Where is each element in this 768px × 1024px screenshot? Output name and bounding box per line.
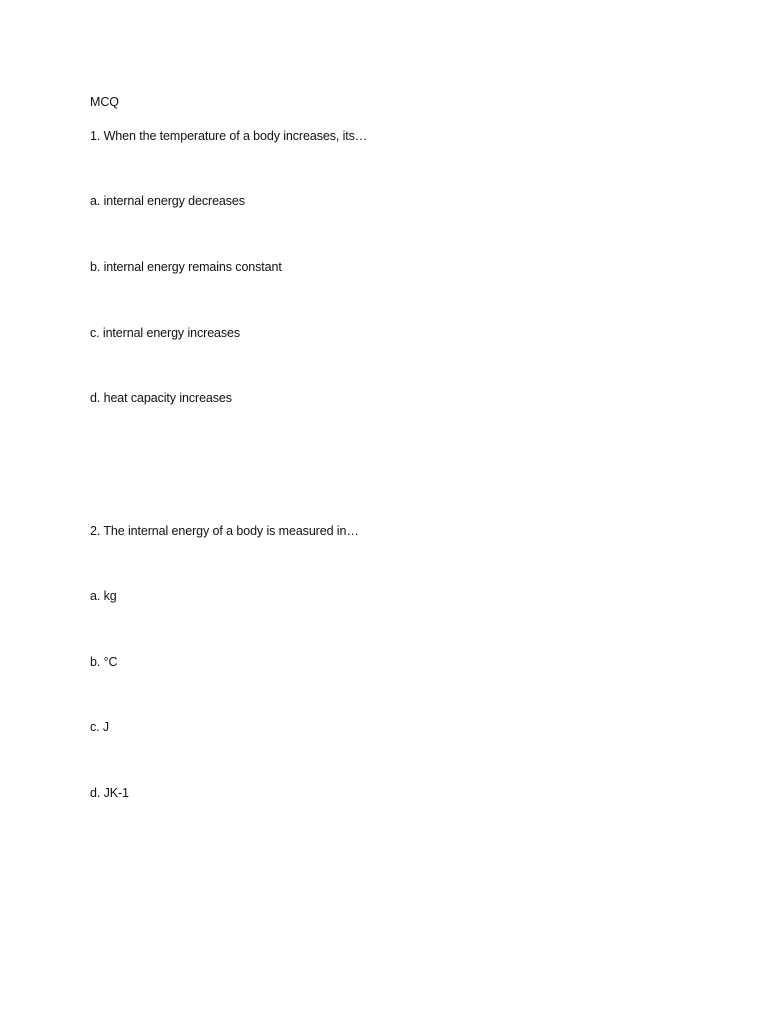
question-2-option-a: a. kg	[90, 589, 117, 603]
question-1-option-a: a. internal energy decreases	[90, 194, 245, 208]
question-1-option-c: c. internal energy increases	[90, 326, 241, 340]
question-1-option-b: b. internal energy remains constant	[90, 260, 282, 274]
question-2-option-d: d. JK-1	[90, 786, 129, 800]
question-2-option-c: c. J	[90, 720, 110, 734]
question-2-option-b: b. °C	[90, 655, 118, 669]
question-1-option-d: d. heat capacity increases	[90, 391, 232, 405]
document-heading: MCQ	[90, 95, 119, 109]
question-2-text: 2. The internal energy of a body is measured in…	[90, 524, 359, 538]
question-1-text: 1. When the temperature of a body increases, its…	[90, 129, 368, 143]
